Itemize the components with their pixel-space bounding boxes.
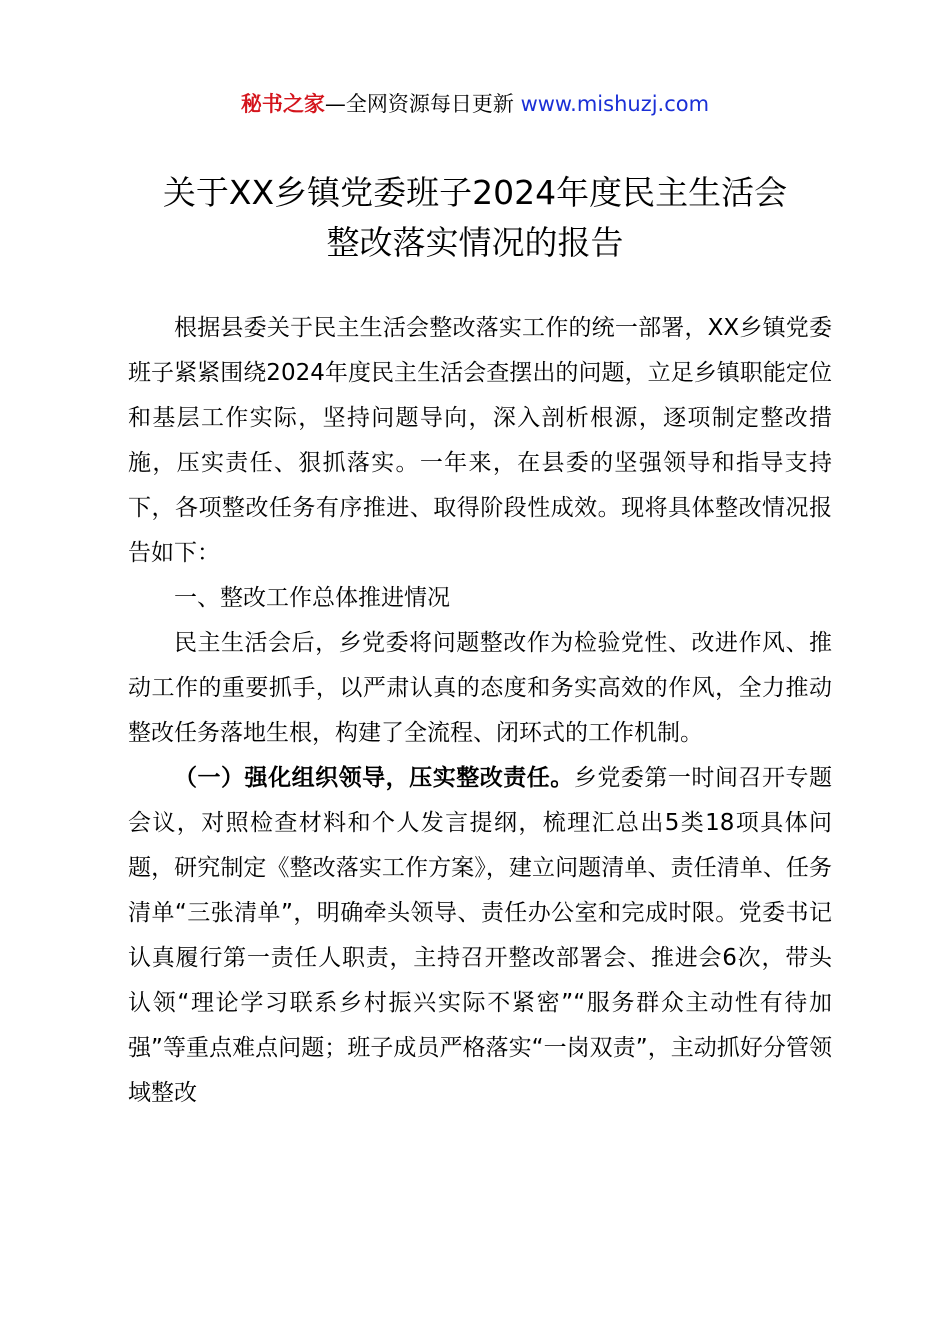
document-title — [0, 168, 950, 268]
subsection-1-paragraph — [128, 756, 832, 1116]
website-url[interactable]: www.mishuzj.com — [520, 92, 710, 116]
site-header — [0, 88, 950, 120]
header-slogan: —全网资源每日更新 — [324, 92, 521, 116]
intro-paragraph: 根据县委关于民主生活会整改落实工作的统一部署，XX乡镇党委班子紧紧围绕2024年度民主生活会查摆出的问题，立足乡镇职能定位和基层工作实际，坚持问题导向，深入剖析根源，逐项制定整改措施，压实责任、狠抓落实。一年来，在县委的坚强领导和指导支持下，各项整改任务有序推进、取得阶段性成效。现将具体整改情况报告如下： — [128, 315, 832, 566]
brand-name: 秘书之家 — [240, 92, 325, 116]
section-1-paragraph: 民主生活会后，乡党委将问题整改作为检验党性、改进作风、推动工作的重要抓手，以严肃认真的态度和务实高效的作风，全力推动整改任务落地生根，构建了全流程、闭环式的工作机制。 — [128, 630, 832, 746]
subsection-1-text: 乡党委第一时间召开专题会议，对照检查材料和个人发言提纲，梳理汇总出5类18项具体问题，研究制定《整改落实工作方案》，建立问题清单、责任清单、任务清单“三张清单”，明确牵头领导、责任办公室和完成时限。党委书记认真履行第一责任人职责，主持召开整改部署会、推进会6次，带头认领“理论学习联系乡村振兴实际不紧密”“服务群众主动性有待加强”等重点难点问题；班子成员严格落实“一岗双责”，主动抓好分管领域整改 — [128, 765, 833, 1106]
document-body — [128, 306, 832, 1116]
section-heading-1: 一、整改工作总体推进情况 — [174, 585, 450, 611]
title-line-2: 整改落实情况的报告 — [326, 223, 624, 262]
subsection-1-heading: （一）强化组织领导，压实整改责任。 — [174, 765, 574, 791]
title-line-1: 关于XX乡镇党委班子2024年度民主生活会 — [162, 173, 788, 212]
